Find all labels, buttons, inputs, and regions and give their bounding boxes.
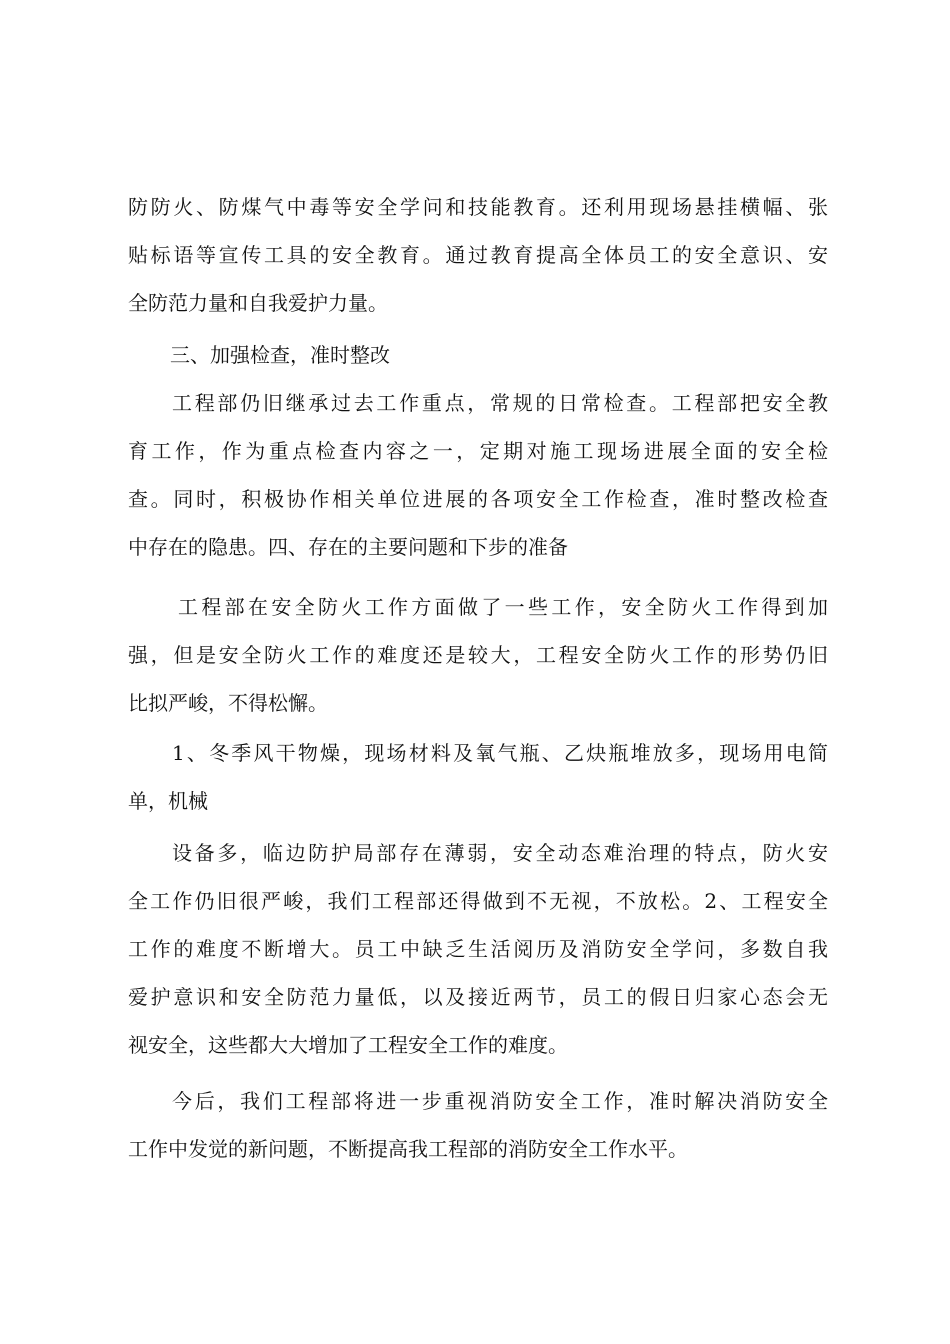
text-line: 1、冬季风干物燥，现场材料及氧气瓶、乙炔瓶堆放多，现场用电简: [172, 741, 828, 765]
text-line: 育工作，作为重点检查内容之一，定期对施工现场进展全面的安全检: [128, 439, 828, 463]
paragraph-item-1: [128, 729, 828, 825]
text-line: 今后，我们工程部将进一步重视消防安全工作，准时解决消防安全: [172, 1089, 828, 1113]
section-heading-inspection: [170, 331, 570, 379]
text-line: 工程部在安全防火工作方面做了一些工作，安全防火工作得到加: [178, 595, 828, 619]
text-line: 工程部仍旧继承过去工作重点，常规的日常检查。工程部把安全教: [172, 391, 828, 415]
text-line: 贴标语等宣传工具的安全教育。通过教育提高全体员工的安全意识、安: [128, 243, 828, 267]
text-line: 视安全，这些都大大增加了工程安全工作的难度。: [128, 1033, 568, 1057]
text-line: 设备多，临边防护局部存在薄弱，安全动态难治理的特点，防火安: [172, 841, 828, 865]
text-line: 单，机械: [128, 789, 208, 813]
text-line: 工作中发觉的新问题，不断提高我工程部的消防安全工作水平。: [128, 1137, 688, 1161]
paragraph-future: [128, 1077, 828, 1173]
text-line: 三、加强检查，准时整改: [170, 343, 390, 367]
text-line: 工作的难度不断增大。员工中缺乏生活阅历及消防安全学问，多数自我: [128, 937, 828, 961]
paragraph-inspection: [128, 379, 828, 571]
text-line: 比拟严峻，不得松懈。: [128, 691, 328, 715]
text-line: 防防火、防煤气中毒等安全学问和技能教育。还利用现场悬挂横幅、张: [128, 195, 828, 219]
text-line: 中存在的隐患。四、存在的主要问题和下步的准备: [128, 535, 568, 559]
text-line: 查。同时，积极协作相关单位进展的各项安全工作检查，准时整改检查: [128, 487, 828, 511]
text-line: 全防范力量和自我爱护力量。: [128, 291, 388, 315]
paragraph-fire-safety: [128, 583, 828, 727]
paragraph-safety-education: [128, 183, 828, 327]
text-line: 全工作仍旧很严峻，我们工程部还得做到不无视，不放松。2、工程安全: [128, 889, 828, 913]
text-line: 爱护意识和安全防范力量低，以及接近两节，员工的假日归家心态会无: [128, 985, 828, 1009]
text-line: 强，但是安全防火工作的难度还是较大，工程安全防火工作的形势仍旧: [128, 643, 828, 667]
paragraph-equipment: [128, 829, 828, 1069]
